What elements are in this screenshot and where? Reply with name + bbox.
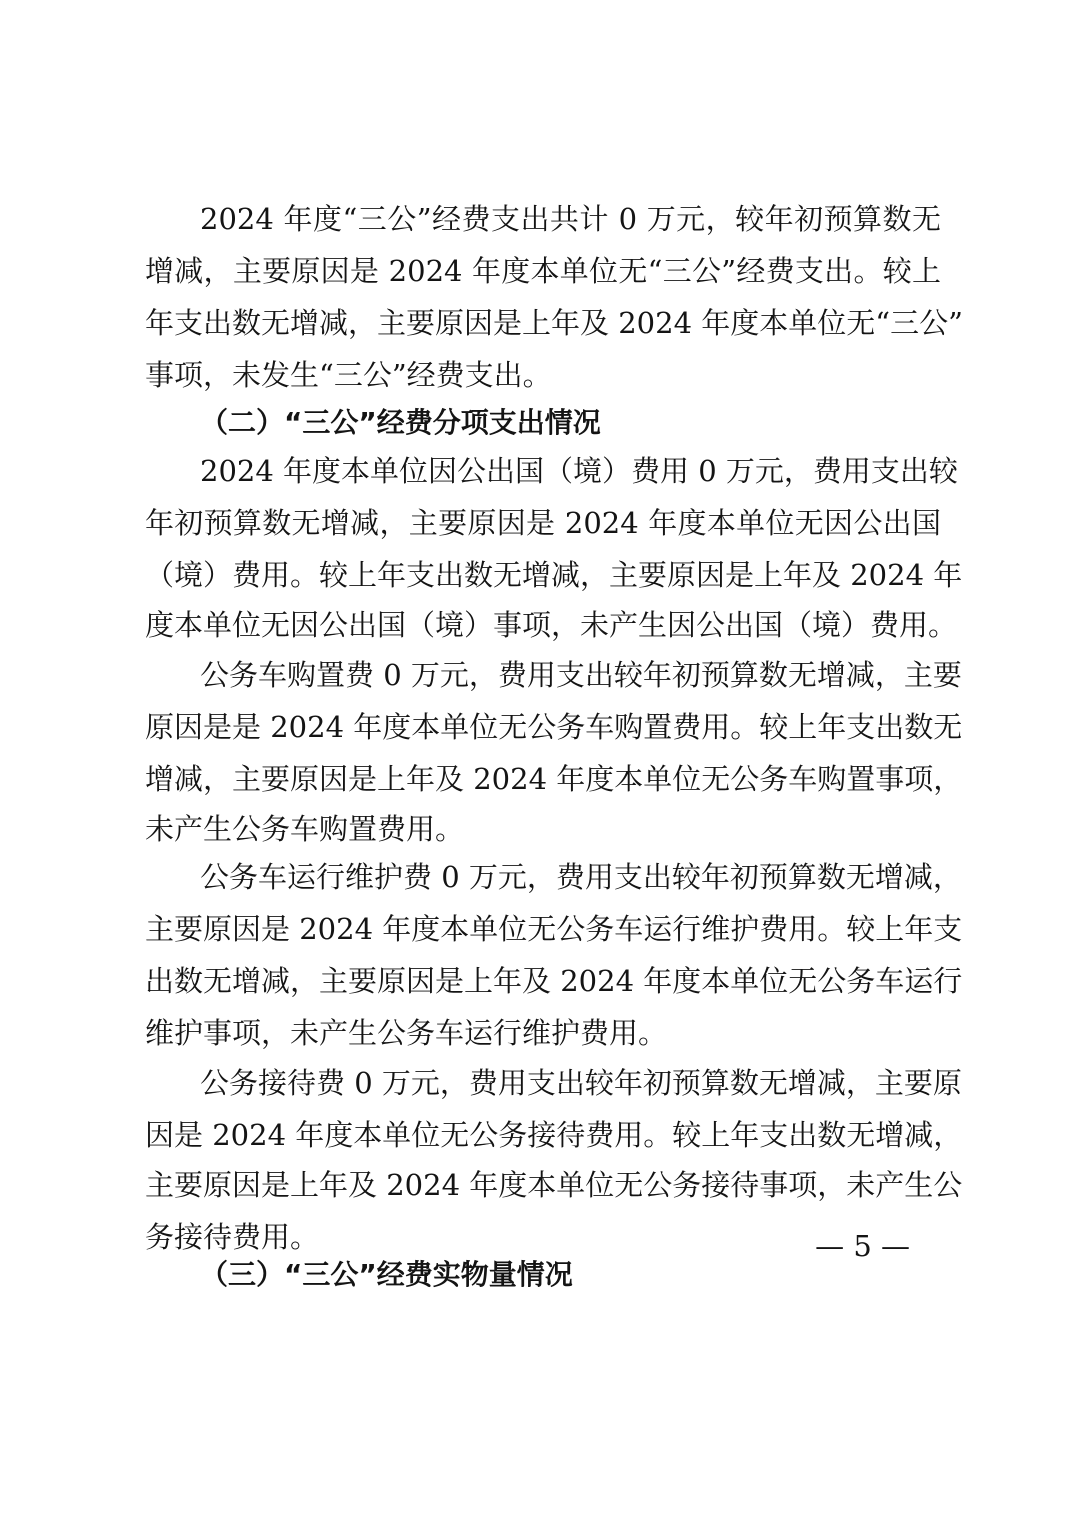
paragraph-line: 出数无增减，主要原因是上年及 2024 年度本单位无公务车运行	[145, 964, 963, 998]
paragraph-line: 公务车购置费 0 万元，费用支出较年初预算数无增减，主要	[200, 658, 962, 692]
paragraph-line: 公务接待费 0 万元，费用支出较年初预算数无增减，主要原	[200, 1066, 962, 1100]
paragraph-line: 务接待费用。	[145, 1220, 320, 1254]
paragraph-line: 增减，主要原因是 2024 年度本单位无“三公”经费支出。较上	[145, 254, 941, 288]
paragraph-line: 增减，主要原因是上年及 2024 年度本单位无公务车购置事项，	[145, 762, 963, 796]
paragraph-line: 公务车运行维护费 0 万元，费用支出较年初预算数无增减，	[200, 860, 962, 894]
paragraph-line: 维护事项，未产生公务车运行维护费用。	[145, 1016, 668, 1050]
paragraph-line: 因是 2024 年度本单位无公务接待费用。较上年支出数无增减，	[145, 1118, 963, 1152]
paragraph-line: 主要原因是 2024 年度本单位无公务车运行维护费用。较上年支	[145, 912, 963, 946]
section-heading: （三）“三公”经费实物量情况	[200, 1258, 573, 1291]
paragraph-line: 未产生公务车购置费用。	[145, 812, 465, 846]
paragraph-line: 年初预算数无增减，主要原因是 2024 年度本单位无因公出国	[145, 506, 941, 540]
section-heading: （二）“三公”经费分项支出情况	[200, 406, 601, 439]
paragraph-line: 事项，未发生“三公”经费支出。	[145, 358, 552, 392]
paragraph-line: 度本单位无因公出国（境）事项，未产生因公出国（境）费用。	[145, 608, 958, 642]
page-number: — 5 —	[815, 1229, 910, 1263]
paragraph-line: 2024 年度本单位因公出国（境）费用 0 万元，费用支出较	[200, 454, 958, 488]
paragraph-line: 原因是是 2024 年度本单位无公务车购置费用。较上年支出数无	[145, 710, 963, 744]
paragraph-line: 2024 年度“三公”经费支出共计 0 万元，较年初预算数无	[200, 202, 941, 236]
paragraph-line: 年支出数无增减，主要原因是上年及 2024 年度本单位无“三公”	[145, 306, 963, 340]
paragraph-line: （境）费用。较上年支出数无增减，主要原因是上年及 2024 年	[145, 558, 963, 592]
paragraph-line: 主要原因是上年及 2024 年度本单位无公务接待事项，未产生公	[145, 1168, 963, 1202]
